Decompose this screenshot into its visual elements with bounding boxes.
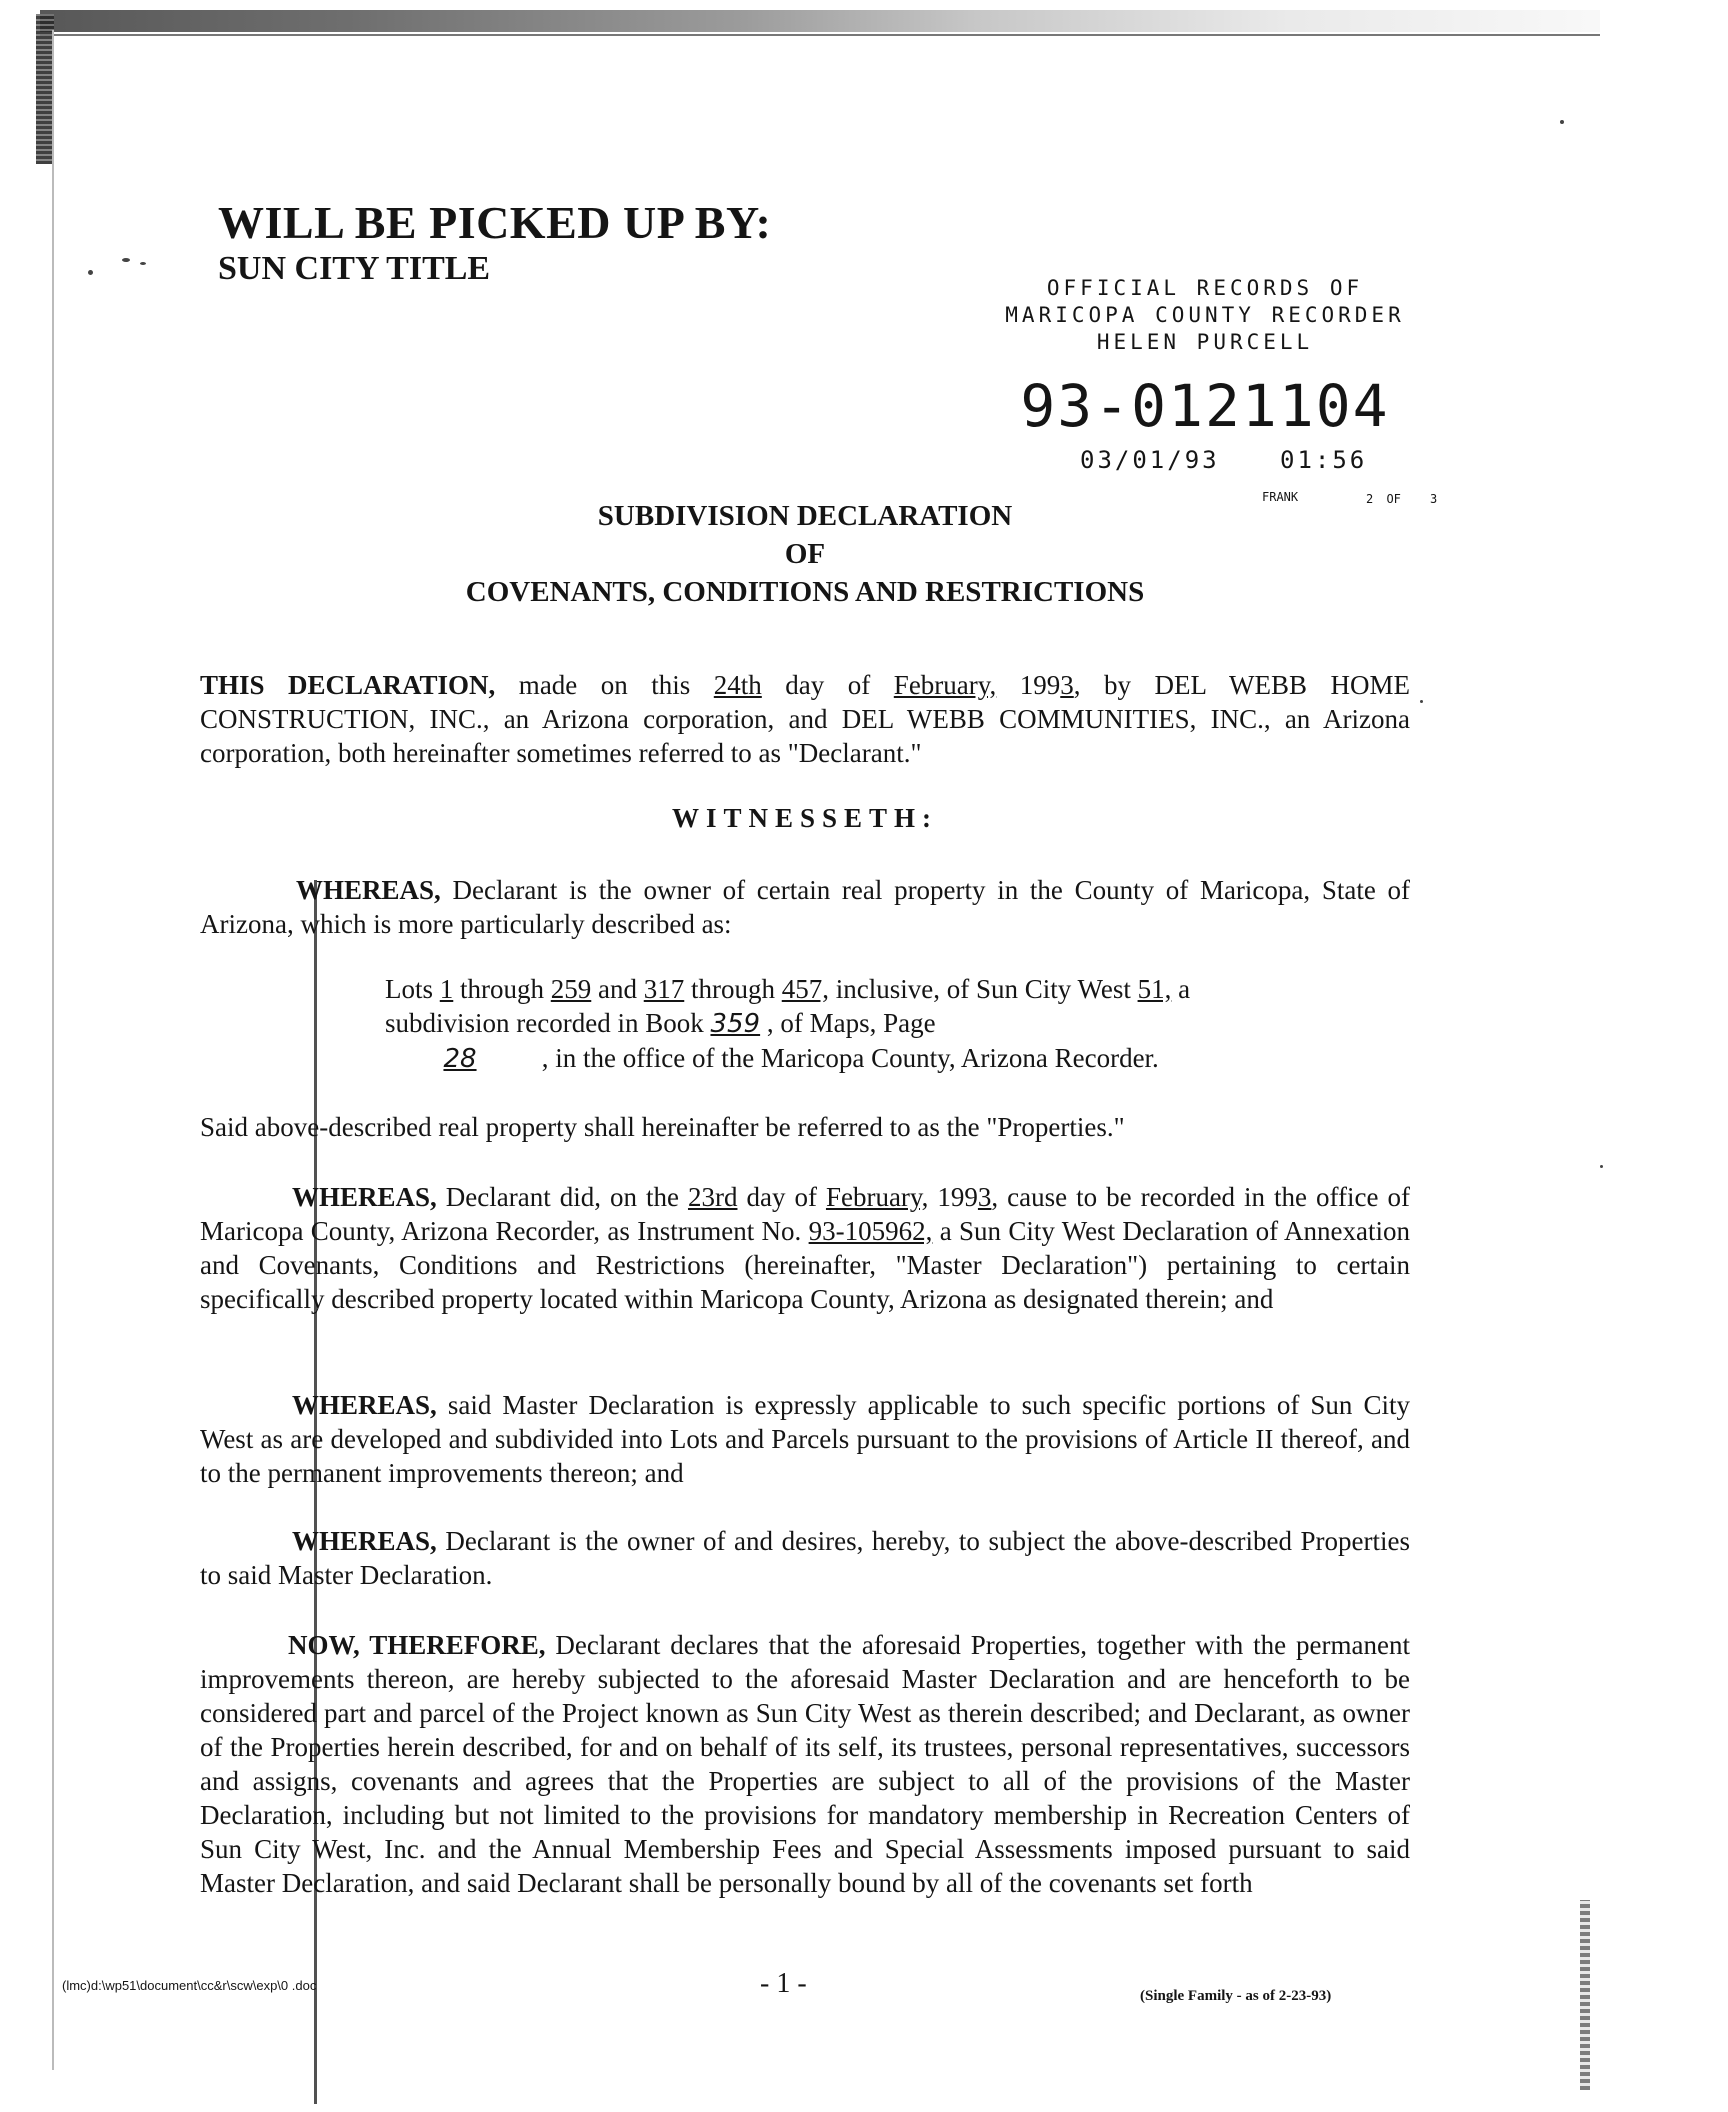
recording-clerk: FRANK	[1262, 490, 1299, 504]
legal-text: , in the office of the Maricopa County, Arizona Recorder.	[535, 1043, 1159, 1073]
whereas-month: February,	[825, 1182, 929, 1212]
recorder-stamp	[985, 275, 1425, 356]
scan-speck	[140, 262, 146, 265]
pickup-heading: WILL BE PICKED UP BY:	[218, 197, 772, 248]
now-therefore-text: Declarant declares that the aforesaid Properties, together with the permanent improvements thereon, are hereby subjected to the aforesaid Master Declaration and are henceforth to be considered part and parcel of the Project known as Sun City West as therein described; and Declarant, as owner of the Properties herein described, for and on behalf of its self, its trustees, personal representatives, successors and assigns, covenants and agrees that the Properties are subject to all of the provisions of the Master Declaration, including but not limited to the provisions for mandatory membership in Recreation Centers of Sun City West, Inc. and the Annual Membership Fees and Special Assessments imposed pursuant to said Master Declaration, and said Declarant shall be personally bound by all of the covenants set forth	[200, 1630, 1411, 1898]
lot-start: 1	[439, 974, 454, 1004]
witnesseth-heading: WITNESSETH:	[671, 803, 939, 833]
lot-range-start-2: 317	[643, 974, 685, 1004]
intro-lead: THIS DECLARATION,	[200, 670, 496, 700]
lot-end: 457,	[781, 974, 829, 1004]
intro-day: 24th	[713, 670, 762, 700]
recording-page-total: 3	[1430, 492, 1438, 506]
recorder-line: MARICOPA COUNTY RECORDER	[1005, 303, 1405, 327]
whereas-paragraph-3	[200, 1388, 1410, 1490]
unit-number: 51,	[1137, 974, 1172, 1004]
book-number: 359	[710, 1009, 761, 1039]
title-line-3: COVENANTS, CONDITIONS AND RESTRICTIONS	[465, 576, 1145, 608]
pickup-name: SUN CITY TITLE	[218, 250, 491, 287]
legal-description	[385, 972, 1235, 1076]
scan-speck	[1560, 120, 1564, 124]
whereas-text: a Sun City West Declaration of Annexation and Covenants, Conditions and Restrictions (hereinafter, "Master Declaration") pertaining to certain specifically described property located within Maricopa County, Arizona as designated therein; and	[200, 1216, 1410, 1314]
instrument-number: 93-105962,	[808, 1216, 933, 1246]
now-therefore-lead: NOW, THEREFORE,	[288, 1630, 546, 1660]
footer-page-number: - 1 -	[760, 1968, 807, 1999]
document-title	[400, 497, 1210, 611]
recording-number: 93-0121104	[1020, 372, 1390, 440]
lot-range-end-1: 259	[550, 974, 592, 1004]
legal-text: Lots	[385, 974, 440, 1004]
whereas-lead: WHEREAS,	[296, 875, 441, 905]
whereas-text: Declarant did, on the	[436, 1182, 688, 1212]
recorder-line: HELEN PURCELL	[1096, 330, 1314, 354]
legal-text: through	[684, 974, 782, 1004]
whereas-lead: WHEREAS,	[292, 1390, 437, 1420]
recording-time: 01:56	[1280, 446, 1368, 474]
intro-text: made on this	[495, 670, 714, 700]
scan-speck	[1600, 1165, 1603, 1168]
whereas-text: said Master Declaration is expressly applicable to such specific portions of Sun City West as are developed and subdivided into Lots and Parcels pursuant to the provisions of Article II thereof, and to the permanent improvements thereon; and	[200, 1390, 1410, 1488]
whereas-year-digit: 3	[977, 1182, 992, 1212]
whereas-paragraph-2	[200, 1180, 1410, 1316]
whereas-text: Declarant is the owner of and desires, hereby, to subject the above-described Properties to said Master Declaration.	[200, 1526, 1410, 1590]
legal-text: , of Maps, Page	[760, 1008, 936, 1038]
whereas-lead: WHEREAS,	[292, 1182, 437, 1212]
whereas-text: Declarant is the owner of certain real property in the County of Maricopa, State of Arizona, which is more particularly described as:	[200, 875, 1410, 939]
scan-top-edge	[40, 10, 1600, 32]
scan-right-edge-marks	[1580, 1900, 1590, 2090]
title-line-1: SUBDIVISION DECLARATION	[597, 500, 1013, 532]
whereas-paragraph-4	[200, 1524, 1410, 1592]
scan-speck	[88, 270, 93, 275]
scan-speck	[1420, 700, 1423, 703]
whereas-text: day of	[737, 1182, 826, 1212]
legal-text: through	[453, 974, 551, 1004]
recording-page: 2 OF	[1366, 492, 1401, 506]
intro-text: , by DEL WEBB HOME CONSTRUCTION, INC., an Arizona corporation, and DEL WEBB COMMUNITIES, INC., an Arizona corporation, both hereinafter sometimes referred to as "Declarant."	[200, 670, 1410, 768]
binding-line	[314, 880, 317, 2104]
scan-top-line	[40, 34, 1600, 36]
intro-text: 199	[996, 670, 1061, 700]
scan-speck	[122, 258, 130, 262]
intro-month: February,	[893, 670, 997, 700]
intro-text: day of	[761, 670, 894, 700]
whereas-day: 23rd	[687, 1182, 738, 1212]
whereas-paragraph-1	[200, 873, 1410, 941]
legal-text: inclusive, of Sun City West	[829, 974, 1138, 1004]
whereas-text: 199	[928, 1182, 978, 1212]
now-therefore-paragraph	[200, 1628, 1410, 1900]
whereas-lead: WHEREAS,	[292, 1526, 437, 1556]
scan-left-edge	[52, 30, 54, 2070]
properties-note: Said above-described real property shall hereinafter be referred to as the "Properties."	[200, 1112, 1125, 1142]
recording-date: 03/01/93	[1080, 446, 1220, 474]
title-line-2: OF	[784, 538, 826, 570]
footer-file-path: (lmc)d:\wp51\document\cc&r\scw\exp\0 .doc	[62, 1978, 317, 1993]
intro-year-digit: 3	[1060, 670, 1074, 700]
footer-version-note: (Single Family - as of 2-23-93)	[1140, 1988, 1332, 2004]
legal-text: and	[591, 974, 644, 1004]
map-page-number: 28	[443, 1044, 477, 1074]
whereas-text: , cause to be recorded in the office of Maricopa County, Arizona Recorder, as Instrument No.	[200, 1182, 1410, 1246]
recorder-line: OFFICIAL RECORDS OF	[1046, 276, 1364, 300]
intro-paragraph	[200, 668, 1410, 770]
legal-text: a subdivision recorded in Book	[385, 974, 1191, 1038]
